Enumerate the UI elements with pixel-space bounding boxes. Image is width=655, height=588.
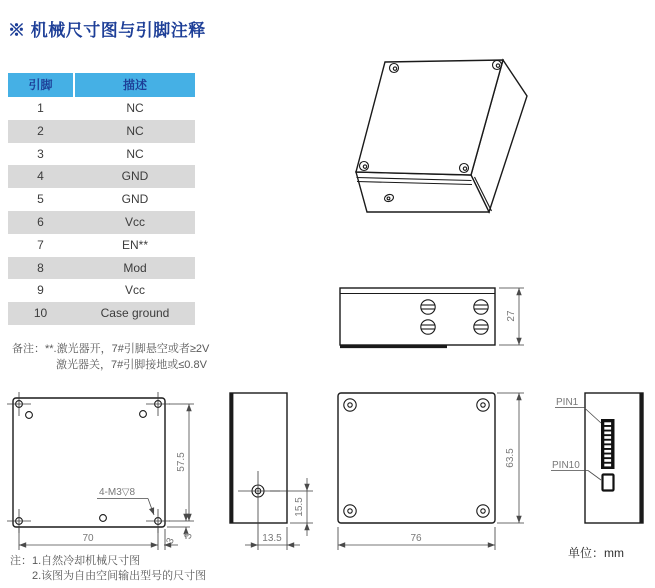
- note-line-2: 2.该图为自由空间输出型号的尺寸图: [32, 570, 207, 582]
- dim-70: 70: [82, 533, 94, 544]
- pin-number-cell: 1: [37, 101, 44, 115]
- pin-description-cell: Mod: [123, 260, 147, 275]
- dim-3-horizontal: 3: [164, 536, 177, 546]
- pin-number-cell: 10: [33, 306, 48, 321]
- thread-hole-label: 4-M3▽8: [99, 487, 136, 498]
- dim-13-5: 13.5: [262, 533, 282, 544]
- header-cell-pin: 引脚: [8, 73, 73, 97]
- remark-line-1: 备注：**.激光器开，7#引脚悬空或者≥2V: [12, 343, 210, 355]
- note-line-1: 注：1.自然冷却机械尺寸图: [10, 555, 141, 567]
- pin-description-cell: EN**: [121, 237, 148, 252]
- pin-number-cell: 2: [37, 123, 44, 138]
- aux-connector: [603, 475, 614, 491]
- dim-63-5: 63.5: [505, 448, 516, 468]
- pin-description-cell: NC: [126, 146, 144, 161]
- pin-number-cell: 5: [37, 192, 44, 207]
- pin-description-cell: NC: [126, 123, 144, 138]
- pin-number-cell: 6: [37, 214, 44, 229]
- pin-description-cell: Case ground: [100, 306, 170, 321]
- pin-number-cell: 7: [37, 237, 44, 252]
- header-cell-desc: 描述: [75, 73, 195, 97]
- dim-3-vertical: 3: [182, 531, 195, 541]
- dim-76: 76: [410, 533, 422, 544]
- pin-header-connector: [602, 420, 615, 469]
- pin-description-cell: Vcc: [124, 214, 145, 229]
- pin1-label: PIN1: [556, 397, 579, 408]
- top-view: [338, 393, 524, 550]
- page-title: ※ 机械尺寸图与引脚注释: [8, 21, 206, 40]
- pin-number-cell: 4: [37, 169, 44, 184]
- unit-label: 单位：mm: [568, 546, 624, 560]
- pin10-label: PIN10: [552, 460, 580, 471]
- top-view-body: [338, 393, 495, 523]
- remark-line-2: 激光器关，7#引脚接地或≤0.8V: [56, 359, 207, 371]
- isometric-view: [356, 60, 527, 212]
- dim-15-5: 15.5: [294, 497, 305, 517]
- pin-description-cell: GND: [121, 192, 149, 207]
- pin-number-cell: 9: [37, 283, 44, 298]
- pin-description-cell: Vcc: [124, 283, 145, 298]
- front-view-body: [340, 288, 495, 345]
- pin-description-cell: NC: [126, 101, 144, 115]
- side-view-body: [230, 393, 287, 523]
- pin-number-cell: 8: [37, 260, 44, 275]
- notes-block: [10, 554, 206, 584]
- pin-description-cell: GND: [121, 169, 149, 184]
- dim-27: 27: [506, 310, 517, 322]
- dim-57-5: 57.5: [176, 452, 187, 472]
- pin-number-cell: 3: [37, 146, 44, 161]
- front-view: [340, 288, 524, 347]
- bottom-view: [7, 392, 195, 550]
- connector-view: [551, 393, 643, 523]
- side-view: [230, 393, 313, 550]
